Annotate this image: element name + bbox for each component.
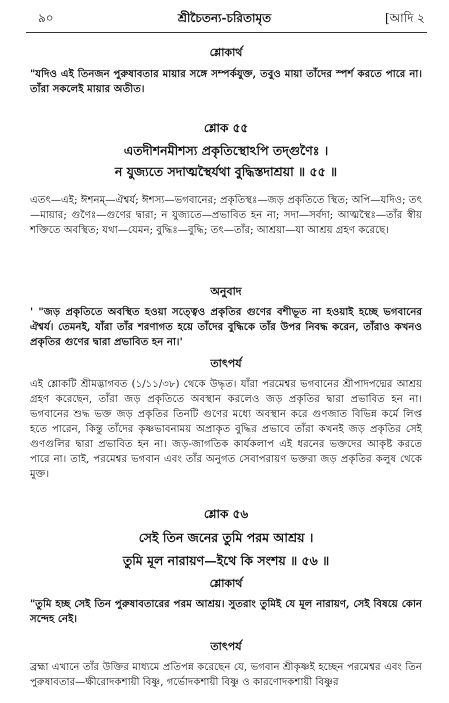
verse-line-2: ন যুজ্যতে সদাত্মস্থৈর্যথা বুদ্ধিস্তদাশ্রয়া ॥ ৫৫ ॥ bbox=[114, 164, 338, 179]
section-label: তাৎপর্য bbox=[210, 357, 242, 370]
translation-text: "যদিও এই তিনজন পুরুষাবতার মায়ার সঙ্গে সম্পর্কযুক্ত, তবুও মায়া তাঁদের স্পর্শ করতে পারে না। তাঁরা সকলেই মায়ার অতীত। bbox=[30, 68, 422, 95]
verse-label: শ্লোক ৫৫ bbox=[203, 121, 249, 135]
purport-text: এই শ্লোকটি শ্রীমদ্ভাগবত (১/১১/৩৮) থেকে উদ্ধৃত। যাঁরা পরমেশ্বর ভগবানের শ্রীপাদপদ্মের আশ্রয় গ্রহণ করেছেন, তাঁরা জড় প্রকৃতিতে অবস্থান করলেও জড় প্রকৃতির দ্বারা প্রভাবিত হন না। ভগবানের শুদ্ধ ভক্ত জড় প্রকৃতির তিনটি গুণের মধ্যে অবস্থান করে গুণজাত বিভিন্ন কর্মে লিপ্ত হতে পারেন, কিন্তু তাঁদের কৃষ্ণভাবনাময় অপ্রাকৃত বুদ্ধির প্রভাবে তাঁরা কখনই জড় প্রকৃতির সেই গুণগুলির দ্বারা প্রভাবিত হন না। জড়-জাগতিক কার্যকলাপ এই ধরনের ভক্তদের আকৃষ্ট করতে পারে না। তাই, পরমেশ্বর ভগবান এবং তাঁর অনুগত সেবাপরায়ণ ভক্তরা জড় প্রকৃতির কলুষ থেকে মুক্ত। bbox=[30, 379, 422, 480]
verse-line-1: সেই তিন জনের তুমি পরম আশ্রয় । bbox=[138, 530, 314, 545]
purport-text: ব্রহ্মা এখানে তাঁর উক্তির মাধ্যমে প্রতিপন্ন করেছেন যে, ভগবান শ্রীকৃষ্ণই হচ্ছেন পরমেশ্বর এবং তিন পুরুষাবতার—ক্ষীরোদকশায়ী বিষ্ণু, গর্ভোদকশায়ী বিষ্ণু ও কারণোদকশায়ী বিষ্ণুর bbox=[30, 662, 422, 688]
translation-text: "তুমি হচ্ছ সেই তিন পুরুষাবতারের পরম আশ্রয়। সুতরাং তুমিই যে মূল নারায়ণ, সেই বিষয়ে কোন সন্দেহ নেই। bbox=[30, 598, 422, 625]
page-header bbox=[0, 10, 449, 28]
section-label: তাৎপর্য bbox=[210, 640, 242, 653]
verse-55 bbox=[30, 120, 422, 182]
translation-text: ' "জড় প্রকৃতিতে অবস্থিত হওয়া সত্ত্বেও প্রকৃতির গুণের বশীভূত না হওয়াই হচ্ছে ভগবানের ঐশ্বর্য। তেমনই, যাঁরা তাঁর শরণাগত হয়ে তাঁদের বুদ্ধিকে তাঁর উপর নিবদ্ধ করেন, তাঁরাও কখনও প্রকৃতির গুণের দ্বারা প্রভাবিত হন না।' bbox=[30, 306, 422, 348]
translation-block-56 bbox=[30, 575, 422, 627]
verse-label: শ্লোক ৫৬ bbox=[203, 507, 249, 521]
synonyms-block bbox=[30, 193, 422, 238]
verse-56 bbox=[30, 506, 422, 572]
purport-block-55 bbox=[30, 355, 422, 482]
purport-block-56 bbox=[30, 638, 422, 690]
translation-block-55 bbox=[30, 283, 422, 350]
page-number: ৯০ bbox=[38, 11, 54, 25]
verse-line-2: তুমি মূল নারায়ণ—ইথে কি সংশয় ॥ ৫৬ ॥ bbox=[122, 553, 330, 568]
book-title: শ্রীচৈতন্য-চরিতামৃত bbox=[177, 11, 272, 25]
section-label: অনুবাদ bbox=[210, 285, 242, 298]
section-marker: [আদি ২ bbox=[384, 11, 425, 25]
header-rule bbox=[26, 32, 427, 33]
synonyms-text: এতৎ—এই; ঈশনম্—ঐশ্বর্য; ঈশস্য—ভগবানের; প্রকৃতিস্থঃ—জড় প্রকৃতিতে স্থিত; অপি—যদিও; তৎ—মায়ার; গুণৈঃ—গুণের দ্বারা; ন যুজ্যতে—প্রভাবিত হন না; সদা—সর্বদা; আত্মস্থৈঃ—তাঁর স্বীয় শক্তিতে অবস্থিত; যথা—যেমন; বুদ্ধিঃ—বুদ্ধি; তৎ—তাঁর; আশ্রয়া—যা আশ্রয় গ্রহণ করেছে। bbox=[30, 195, 422, 236]
section-label: শ্লোকার্থ bbox=[209, 46, 243, 59]
verse-line-1: এতদীশনমীশস্য প্রকৃতিস্থোঽপি তদ্গুণৈঃ । bbox=[123, 143, 329, 158]
translation-block-54 bbox=[30, 44, 422, 97]
section-label: শ্লোকার্থ bbox=[209, 577, 243, 590]
